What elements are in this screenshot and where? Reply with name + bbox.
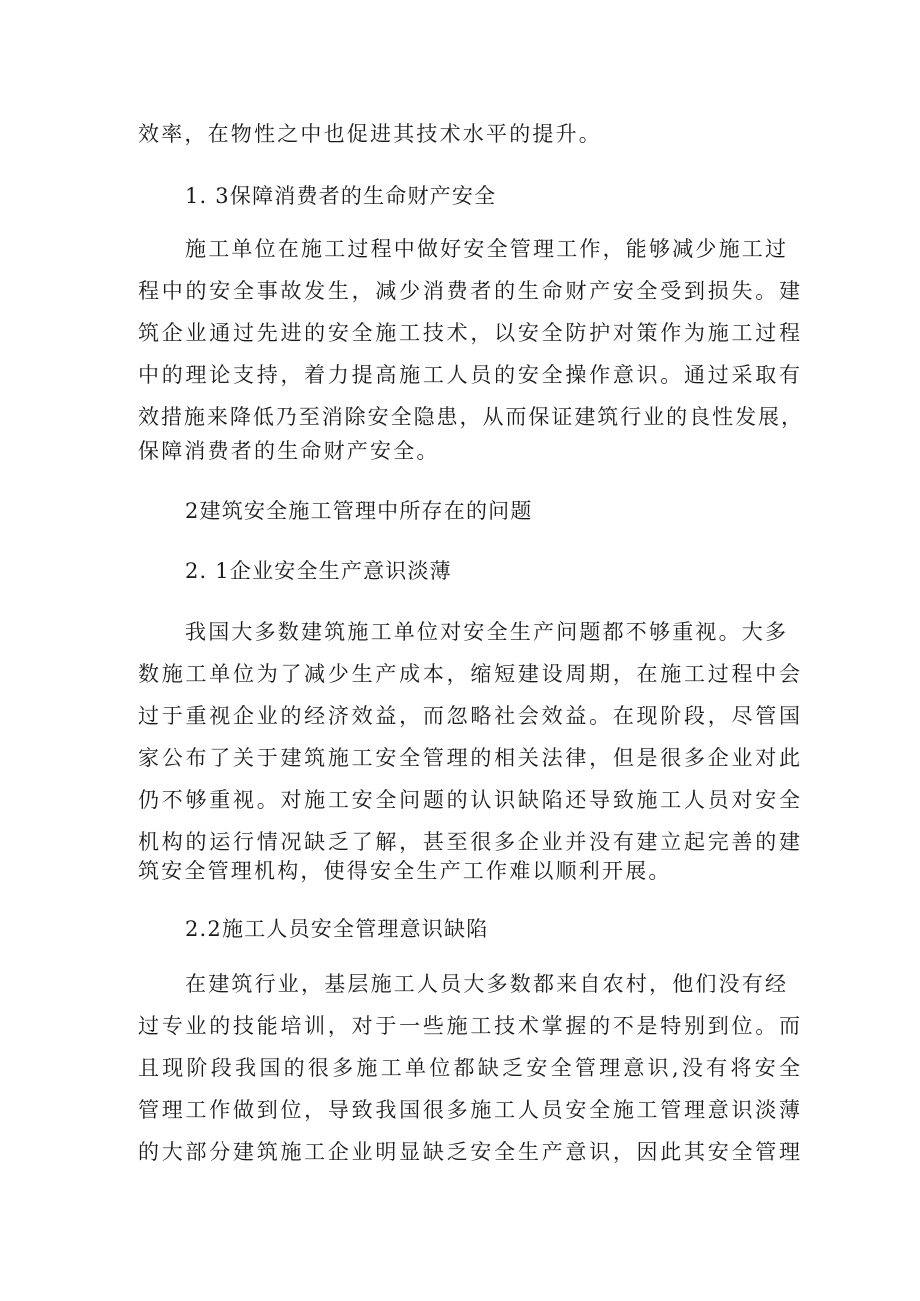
paragraph-line: 机构的运行情况缺乏了解，甚至很多企业并没有建立起完善的建 — [138, 830, 800, 854]
paragraph-line: 保障消费者的生命财产安全。 — [138, 439, 440, 463]
paragraph-line: 的大部分建筑施工企业明显缺乏安全生产意识，因此其安全管理 — [138, 1140, 800, 1164]
section-heading: 2.2施工人员安全管理意识缺陷 — [185, 917, 489, 941]
paragraph-line: 仍不够重视。对施工安全问题的认识缺陷还导致施工人员对安全 — [138, 788, 800, 812]
paragraph-line: 在建筑行业，基层施工人员大多数都来自农村，他们没有经 — [185, 972, 789, 996]
paragraph-line: 且现阶段我国的很多施工单位都缺乏安全管理意识,没有将安全 — [138, 1056, 800, 1080]
paragraph-line: 我国大多数建筑施工单位对安全生产问题都不够重视。大多 — [185, 620, 789, 644]
paragraph-line: 过于重视企业的经济效益，而忽略社会效益。在现阶段，尽管国 — [138, 704, 800, 728]
paragraph-line: 程中的安全事故发生，减少消费者的生命财产安全受到损失。建 — [138, 279, 800, 303]
section-heading: 1. 3保障消费者的生命财产安全 — [185, 184, 497, 208]
section-heading: 2建筑安全施工管理中所存在的问题 — [185, 499, 533, 523]
paragraph-line: 施工单位在施工过程中做好安全管理工作，能够减少施工过 — [185, 237, 789, 261]
paragraph-line: 筑企业通过先进的安全施工技术，以安全防护对策作为施工过程 — [138, 321, 800, 345]
paragraph-line: 筑安全管理机构，使得安全生产工作难以顺利开展。 — [138, 859, 672, 883]
section-heading: 2. 1企业安全生产意识淡薄 — [185, 559, 452, 583]
paragraph-line: 管理工作做到位，导致我国很多施工人员安全施工管理意识淡薄 — [138, 1098, 800, 1122]
paragraph-line: 中的理论支持，着力提高施工人员的安全操作意识。通过采取有 — [138, 363, 800, 387]
paragraph-line: 家公布了关于建筑施工安全管理的相关法律，但是很多企业对此 — [138, 746, 800, 770]
paragraph-line: 过专业的技能培训，对于一些施工技术掌握的不是特别到位。而 — [138, 1014, 800, 1038]
paragraph-line: 数施工单位为了减少生产成本，缩短建设周期，在施工过程中会 — [138, 662, 800, 686]
paragraph-line: 效措施来降低乃至消除安全隐患，从而保证建筑行业的良性发展， — [138, 405, 802, 429]
paragraph-line: 效率，在物性之中也促进其技术水平的提升。 — [138, 122, 602, 146]
